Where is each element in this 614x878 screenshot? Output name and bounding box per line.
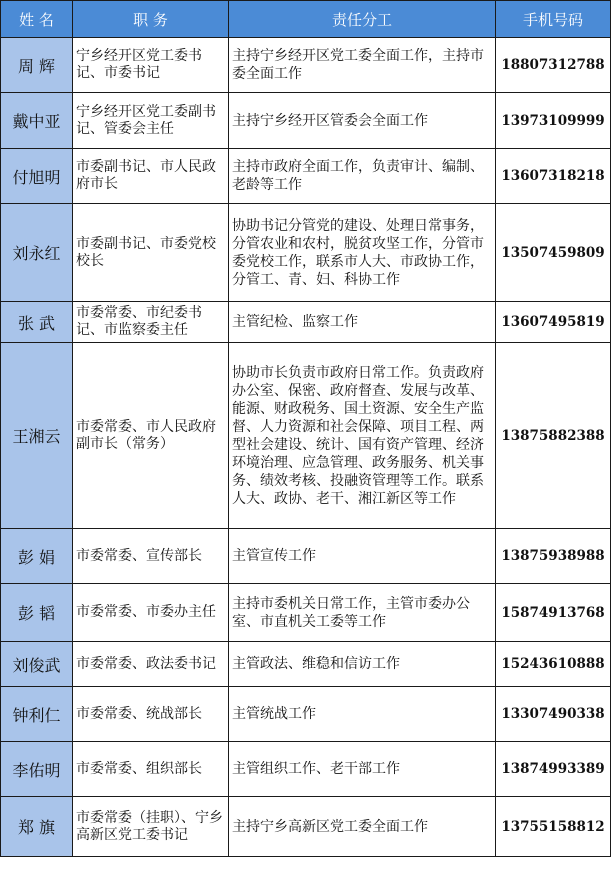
- table-row: [1, 38, 611, 93]
- row-duty: 协助市长负责市政府日常工作。负责政府办公室、保密、政府督查、发展与改革、能源、财政税务、国土资源、安全生产监督、人力资源和社会保障、项目工程、两型社会建设、统计、国有资产管理、经济环境治理、应急管理、政务服务、机关事务、绩效考核、投融资管理等工作。联系人大、政协、老干、湘江新区等工作: [229, 343, 496, 529]
- row-phone: 13973109999: [496, 93, 611, 149]
- row-phone: 18807312788: [496, 38, 611, 93]
- row-phone: 13755158812: [496, 797, 611, 857]
- row-name: 王湘云: [1, 343, 73, 529]
- row-phone: 15874913768: [496, 584, 611, 642]
- row-position: 市委副书记、市委党校校长: [73, 204, 229, 302]
- row-duty: 主持市委机关日常工作，主管市委办公室、市直机关工委等工作: [229, 584, 496, 642]
- row-duty: 主管统战工作: [229, 687, 496, 742]
- row-duty: 主管宣传工作: [229, 529, 496, 584]
- row-phone: 13607495819: [496, 302, 611, 343]
- row-phone: 13507459809: [496, 204, 611, 302]
- row-name: 李佑明: [1, 742, 73, 797]
- row-name: 周 辉: [1, 38, 73, 93]
- row-phone: 13607318218: [496, 149, 611, 204]
- row-duty: 主持宁乡经开区党工委全面工作，主持市委全面工作: [229, 38, 496, 93]
- header-name: 姓 名: [1, 1, 73, 38]
- row-name: 戴中亚: [1, 93, 73, 149]
- row-phone: 15243610888: [496, 642, 611, 687]
- table-row: [1, 797, 611, 857]
- row-phone: 13307490338: [496, 687, 611, 742]
- row-duty: 主持宁乡高新区党工委全面工作: [229, 797, 496, 857]
- row-name: 刘永红: [1, 204, 73, 302]
- row-phone: 13875938988: [496, 529, 611, 584]
- table-row: [1, 584, 611, 642]
- table-row: [1, 742, 611, 797]
- row-position: 市委常委、政法委书记: [73, 642, 229, 687]
- row-phone: 13874993389: [496, 742, 611, 797]
- row-duty: 主管政法、维稳和信访工作: [229, 642, 496, 687]
- row-position: 市委常委、市委办主任: [73, 584, 229, 642]
- header-phone: 手机号码: [496, 1, 611, 38]
- table-row: [1, 343, 611, 529]
- row-position: 市委常委、市纪委书记、市监察委主任: [73, 302, 229, 343]
- row-duty: 主管纪检、监察工作: [229, 302, 496, 343]
- row-name: 郑 旗: [1, 797, 73, 857]
- row-position: 市委常委、组织部长: [73, 742, 229, 797]
- row-name: 彭 娟: [1, 529, 73, 584]
- row-position: 市委常委、市人民政府副市长（常务）: [73, 343, 229, 529]
- table-row: [1, 642, 611, 687]
- row-name: 彭 韬: [1, 584, 73, 642]
- table-row: [1, 529, 611, 584]
- header-duty: 责任分工: [229, 1, 496, 38]
- row-name: 付旭明: [1, 149, 73, 204]
- row-duty: 主持宁乡经开区管委会全面工作: [229, 93, 496, 149]
- header-position: 职 务: [73, 1, 229, 38]
- row-duty: 协助书记分管党的建设、处理日常事务，分管农业和农村，脱贫攻坚工作，分管市委党校工作，联系市人大、市政协工作，分管工、青、妇、科协工作: [229, 204, 496, 302]
- row-position: 市委常委、宣传部长: [73, 529, 229, 584]
- table-header-row: [1, 1, 611, 38]
- table-row: [1, 204, 611, 302]
- row-position: 市委常委、统战部长: [73, 687, 229, 742]
- row-name: 钟利仁: [1, 687, 73, 742]
- table-row: [1, 302, 611, 343]
- row-duty: 主持市政府全面工作，负责审计、编制、老龄等工作: [229, 149, 496, 204]
- row-position: 宁乡经开区党工委副书记、管委会主任: [73, 93, 229, 149]
- row-name: 刘俊武: [1, 642, 73, 687]
- row-phone: 13875882388: [496, 343, 611, 529]
- row-name: 张 武: [1, 302, 73, 343]
- table-row: [1, 93, 611, 149]
- table-row: [1, 149, 611, 204]
- row-position: 市委常委（挂职）、宁乡高新区党工委书记: [73, 797, 229, 857]
- row-duty: 主管组织工作、老干部工作: [229, 742, 496, 797]
- row-position: 市委副书记、市人民政府市长: [73, 149, 229, 204]
- table-row: [1, 687, 611, 742]
- row-position: 宁乡经开区党工委书记、市委书记: [73, 38, 229, 93]
